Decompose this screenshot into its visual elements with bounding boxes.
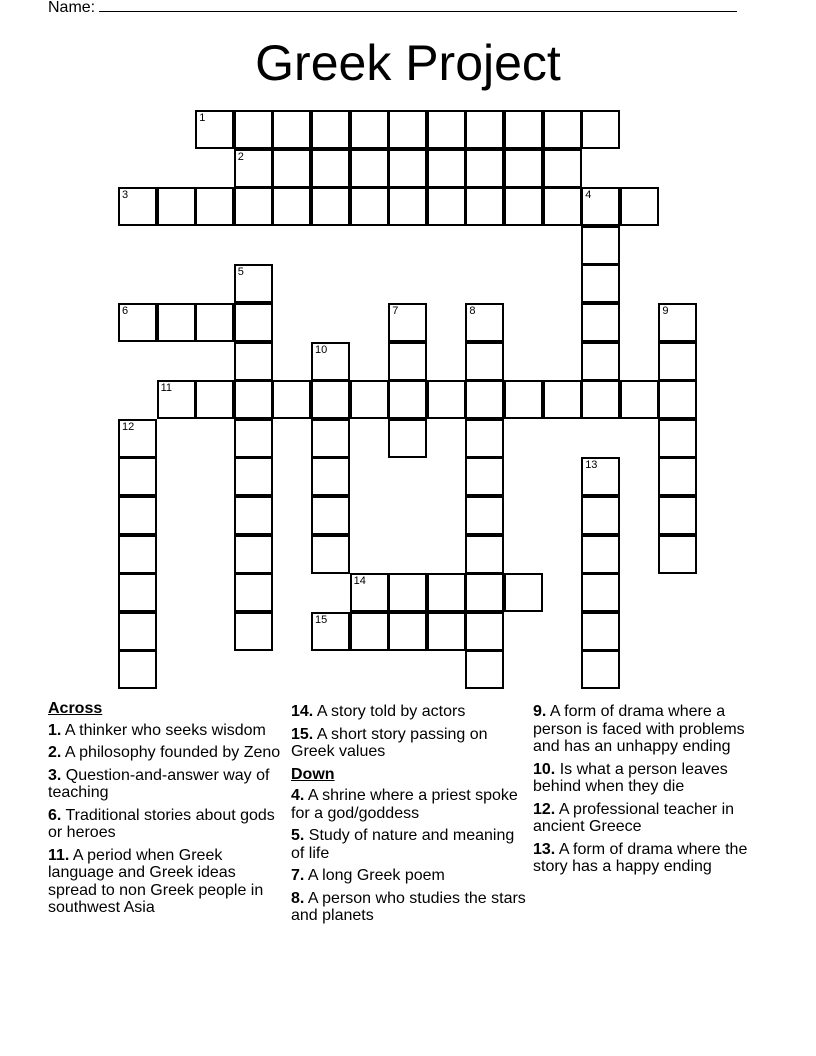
grid-cell[interactable] [581, 110, 620, 149]
grid-cell[interactable] [118, 573, 157, 612]
name-label: Name: [48, 0, 96, 16]
clue-down-13: 13. A form of drama where the story has a happy ending [533, 840, 748, 875]
grid-cell[interactable] [388, 187, 427, 226]
clue-down-7: 7. A long Greek poem [291, 867, 445, 884]
grid-cell[interactable] [427, 110, 466, 149]
grid-cell[interactable] [234, 612, 273, 651]
grid-cell[interactable] [234, 342, 273, 381]
grid-cell[interactable] [311, 457, 350, 496]
grid-cell[interactable] [465, 380, 504, 419]
clue-across-1: 1. A thinker who seeks wisdom [48, 721, 266, 739]
grid-cell[interactable] [234, 110, 273, 149]
grid-cell[interactable] [350, 187, 389, 226]
clue-down-10: 10. Is what a person leaves behind when they die [533, 760, 728, 795]
grid-cell[interactable] [195, 110, 234, 149]
grid-cell[interactable] [465, 573, 504, 612]
clue-number: 13 [585, 459, 598, 472]
grid-cell[interactable] [311, 149, 350, 188]
grid-cell[interactable] [658, 380, 697, 419]
clue-number: 15 [315, 613, 328, 626]
grid-cell[interactable] [311, 535, 350, 574]
grid-cell[interactable] [234, 264, 273, 303]
grid-cell[interactable] [388, 149, 427, 188]
grid-cell[interactable] [465, 535, 504, 574]
grid-cell[interactable] [427, 573, 466, 612]
grid-cell[interactable] [581, 303, 620, 342]
grid-cell[interactable] [658, 303, 697, 342]
grid-cell[interactable] [581, 612, 620, 651]
grid-cell[interactable] [465, 342, 504, 381]
grid-cell[interactable] [581, 226, 620, 265]
grid-cell[interactable] [157, 303, 196, 342]
clue-number: 14 [353, 575, 366, 588]
grid-cell[interactable] [118, 303, 157, 342]
grid-cell[interactable] [118, 650, 157, 689]
grid-cell[interactable] [118, 535, 157, 574]
clue-across-2: 2. A philosophy founded by Zeno [48, 744, 281, 761]
grid-cell[interactable] [427, 149, 466, 188]
grid-cell[interactable] [311, 380, 350, 419]
grid-cell[interactable] [581, 573, 620, 612]
grid-cell[interactable] [388, 419, 427, 458]
grid-cell[interactable] [581, 457, 620, 496]
clue-number: 10 [315, 343, 328, 356]
grid-cell[interactable] [504, 573, 543, 612]
grid-cell[interactable] [272, 380, 311, 419]
grid-cell[interactable] [543, 149, 582, 188]
grid-cell[interactable] [388, 303, 427, 342]
clue-column-3 [533, 703, 769, 881]
grid-cell[interactable] [350, 612, 389, 651]
grid-cell[interactable] [581, 650, 620, 689]
grid-cell[interactable] [465, 419, 504, 458]
grid-cell[interactable] [311, 110, 350, 149]
grid-cell[interactable] [234, 457, 273, 496]
grid-cell[interactable] [234, 303, 273, 342]
grid-cell[interactable] [195, 380, 234, 419]
grid-cell[interactable] [465, 110, 504, 149]
clue-down-4: 4. A shrine where a priest spoke for a god/goddess [291, 787, 518, 822]
grid-cell[interactable] [350, 110, 389, 149]
grid-cell[interactable] [581, 535, 620, 574]
grid-cell[interactable] [388, 612, 427, 651]
grid-cell[interactable] [234, 573, 273, 612]
grid-cell[interactable] [427, 380, 466, 419]
grid-cell[interactable] [543, 110, 582, 149]
grid-cell[interactable] [504, 187, 543, 226]
grid-cell[interactable] [118, 419, 157, 458]
clue-number: 9 [662, 305, 669, 317]
grid-cell[interactable] [581, 342, 620, 381]
grid-cell[interactable] [465, 457, 504, 496]
grid-cell[interactable] [350, 573, 389, 612]
down-heading: Down [291, 765, 335, 783]
clue-across-3: 3. Question-and-answer way of teaching [48, 766, 270, 801]
clue-number: 5 [237, 266, 244, 279]
grid-cell[interactable] [272, 110, 311, 149]
grid-cell[interactable] [195, 187, 234, 226]
grid-cell[interactable] [118, 496, 157, 535]
grid-cell[interactable] [234, 149, 273, 188]
grid-cell[interactable] [658, 535, 697, 574]
clue-across-11: 11. A period when Greek language and Greek ideas spread to non Greek people in southwest Asia [48, 846, 264, 916]
grid-cell[interactable] [388, 110, 427, 149]
clue-number: 1 [199, 112, 206, 124]
grid-cell[interactable] [658, 496, 697, 535]
grid-cell[interactable] [543, 380, 582, 419]
grid-cell[interactable] [311, 187, 350, 226]
grid-cell[interactable] [581, 264, 620, 303]
clue-down-8: 8. A person who studies the stars and planets [291, 889, 526, 924]
across-heading: Across [48, 700, 103, 717]
clue-number: 4 [585, 189, 592, 202]
grid-cell[interactable] [465, 187, 504, 226]
grid-cell[interactable] [118, 612, 157, 651]
grid-cell[interactable] [465, 496, 504, 535]
grid-cell[interactable] [581, 187, 620, 226]
grid-cell[interactable] [504, 380, 543, 419]
clue-across-6: 6. Traditional stories about gods or heroes [48, 806, 275, 841]
grid-cell[interactable] [543, 187, 582, 226]
grid-cell[interactable] [388, 342, 427, 381]
clue-down-12: 12. A professional teacher in ancient Greece [533, 800, 735, 835]
grid-cell[interactable] [311, 496, 350, 535]
grid-cell[interactable] [234, 535, 273, 574]
grid-cell[interactable] [311, 419, 350, 458]
clue-column-2 [291, 703, 527, 930]
grid-cell[interactable] [427, 187, 466, 226]
clue-across-14: 14. A story told by actors [291, 703, 466, 720]
grid-cell[interactable] [157, 187, 196, 226]
grid-cell[interactable] [658, 419, 697, 458]
grid-cell[interactable] [658, 342, 697, 381]
page-title: Greek Project [255, 35, 561, 91]
grid-cell[interactable] [465, 149, 504, 188]
grid-cell[interactable] [234, 187, 273, 226]
grid-cell[interactable] [581, 496, 620, 535]
grid-cell[interactable] [234, 419, 273, 458]
clue-number: 3 [122, 189, 129, 202]
grid-cell[interactable] [620, 187, 659, 226]
grid-cell[interactable] [195, 303, 234, 342]
grid-cell[interactable] [465, 650, 504, 689]
grid-cell[interactable] [234, 496, 273, 535]
grid-cell[interactable] [388, 380, 427, 419]
grid-cell[interactable] [350, 380, 389, 419]
grid-cell[interactable] [157, 380, 196, 419]
grid-cell[interactable] [658, 457, 697, 496]
grid-cell[interactable] [465, 612, 504, 651]
grid-cell[interactable] [581, 380, 620, 419]
clue-across-15: 15. A short story passing on Greek values [291, 725, 488, 760]
clue-number: 6 [122, 305, 129, 317]
grid-cell[interactable] [118, 187, 157, 226]
clue-number: 11 [160, 382, 173, 395]
clue-number: 2 [237, 150, 244, 163]
clue-number: 7 [392, 305, 399, 317]
grid-cell[interactable] [234, 380, 273, 419]
clue-down-5: 5. Study of nature and meaning of life [291, 827, 515, 862]
grid-cell[interactable] [465, 303, 504, 342]
clue-down-9: 9. A form of drama where a person is faced with problems and has an unhappy ending [533, 703, 745, 755]
grid-cell[interactable] [620, 380, 659, 419]
grid-cell[interactable] [350, 149, 389, 188]
clue-number: 8 [469, 305, 476, 317]
grid-cell[interactable] [272, 187, 311, 226]
grid-cell[interactable] [311, 612, 350, 651]
grid-cell[interactable] [504, 149, 543, 188]
clue-number: 12 [122, 420, 135, 433]
clue-column-1 [48, 700, 284, 922]
grid-cell[interactable] [388, 573, 427, 612]
grid-cell[interactable] [427, 612, 466, 651]
grid-cell[interactable] [311, 342, 350, 381]
grid-cell[interactable] [272, 149, 311, 188]
grid-cell[interactable] [118, 457, 157, 496]
grid-cell[interactable] [504, 110, 543, 149]
